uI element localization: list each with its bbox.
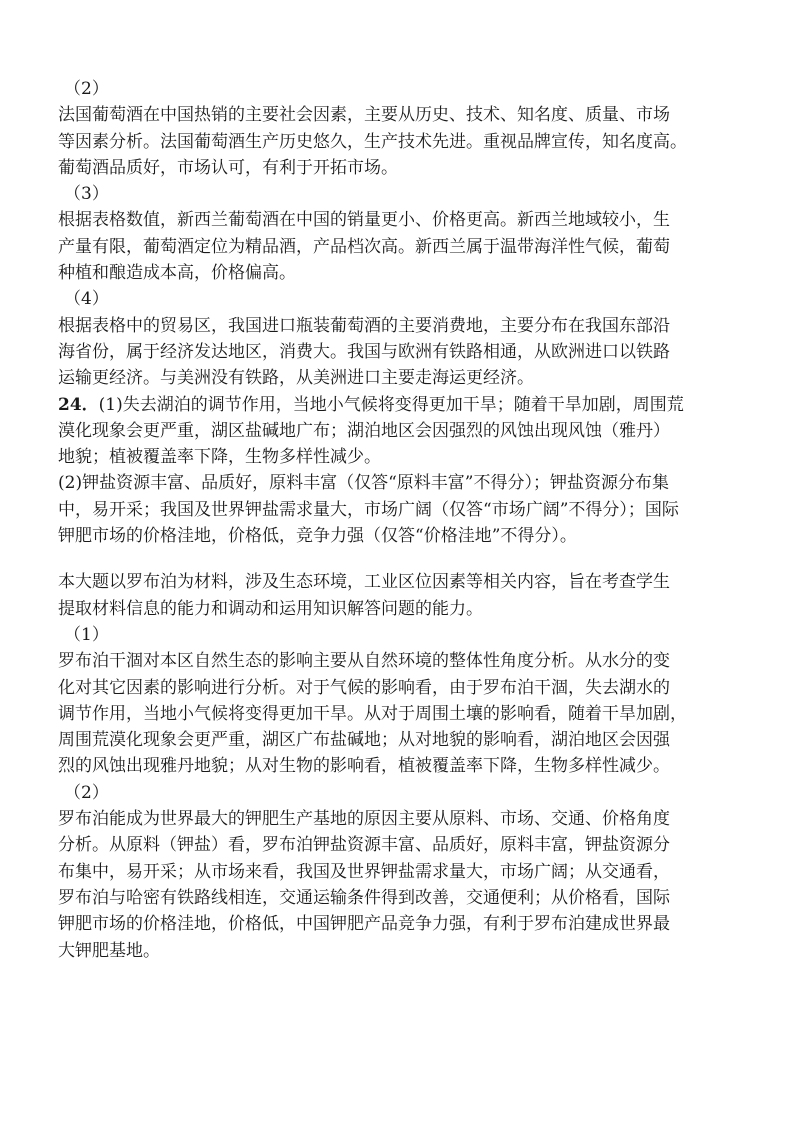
q24-intro <box>58 569 758 622</box>
answer-line: (1)失去湖泊的调节作用，当地小气候将变得更加干旱；随着干旱加剧，周围荒 <box>98 394 684 415</box>
sub-question-label: （4） <box>64 289 109 310</box>
paragraph-gap <box>58 549 758 569</box>
answer-line: 地貌；植被覆盖率下降，生物多样性减少。 <box>58 447 381 468</box>
sub-question-label: （3） <box>64 184 109 205</box>
answer-line: 运输更经济。与美洲没有铁路，从美洲进口主要走海运更经济。 <box>58 368 534 389</box>
sub-question-label: （2） <box>64 79 109 99</box>
answer-line: 钾肥市场的价格洼地，价格低，竞争力强（仅答“价格洼地”不得分）。 <box>58 526 577 547</box>
q24-analysis-2 <box>58 780 758 964</box>
document-page <box>58 76 758 964</box>
analysis-line: 罗布泊与哈密有铁路线相连，交通运输条件得到改善，交通便利；从价格看，国际 <box>58 887 670 908</box>
answer-line: 等因素分析。法国葡萄酒生产历史悠久，生产技术先进。重视品牌宣传，知名度高。 <box>58 131 687 152</box>
analysis-line: 大钾肥基地。 <box>58 940 160 961</box>
analysis-line: 罗布泊干涸对本区自然生态的影响主要从自然环境的整体性角度分析。从水分的变 <box>58 651 670 672</box>
answer-line: 漠化现象会更严重，湖区盐碱地广布；湖泊地区会因强烈的风蚀出现风蚀（雅丹） <box>58 420 670 441</box>
analysis-line: 分析。从原料（钾盐）看，罗布泊钾盐资源丰富、品质好，原料丰富，钾盐资源分 <box>58 835 670 856</box>
intro-line: 本大题以罗布泊为材料，涉及生态环境，工业区位因素等相关内容，旨在考查学生 <box>58 572 670 593</box>
q24-answer-line-1 <box>58 392 758 418</box>
question-number: 24． <box>58 394 99 415</box>
answer-line: 根据表格数值，新西兰葡萄酒在中国的销量更小、价格更高。新西兰地域较小，生 <box>58 210 670 231</box>
answer-line: 法国葡萄酒在中国热销的主要社会因素，主要从历史、技术、知名度、质量、市场 <box>58 105 670 126</box>
analysis-line: 周围荒漠化现象会更严重，湖区广布盐碱地；从对地貌的影响看，湖泊地区会因强 <box>58 730 670 751</box>
sub-question-label: （2） <box>64 782 109 803</box>
sub-question-label: （1） <box>64 624 109 645</box>
answer-line: 中，易开采；我国及世界钾盐需求量大，市场广阔（仅答“市场广阔”不得分）；国际 <box>58 499 679 520</box>
q23-part3 <box>58 181 758 286</box>
q24-analysis-1 <box>58 622 758 780</box>
answer-line: 种植和酿造成本高，价格偏高。 <box>58 263 296 284</box>
q24-answer <box>58 392 758 550</box>
analysis-line: 钾肥市场的价格洼地，价格低，中国钾肥产品竞争力强，有利于罗布泊建成世界最 <box>58 914 670 935</box>
answer-line: 葡萄酒品质好，市场认可，有利于开拓市场。 <box>58 157 398 178</box>
analysis-line: 调节作用，当地小气候将变得更加干旱。从对于周围土壤的影响看，随着干旱加剧， <box>58 703 687 724</box>
answer-line: (2)钾盐资源丰富、品质好，原料丰富（仅答“原料丰富”不得分）；钾盐资源分布集 <box>58 473 669 494</box>
answer-line: 海省份，属于经济发达地区，消费大。我国与欧洲有铁路相通，从欧洲进口以铁路 <box>58 341 670 362</box>
analysis-line: 罗布泊能成为世界最大的钾肥生产基地的原因主要从原料、市场、交通、价格角度 <box>58 809 670 830</box>
analysis-line: 布集中，易开采；从市场来看，我国及世界钾盐需求量大，市场广阔；从交通看， <box>58 861 670 882</box>
answer-line: 根据表格中的贸易区，我国进口瓶装葡萄酒的主要消费地，主要分布在我国东部沿 <box>58 315 670 336</box>
q23-part2 <box>58 76 758 181</box>
answer-line: 产量有限，葡萄酒定位为精品酒，产品档次高。新西兰属于温带海洋性气候，葡萄 <box>58 236 670 257</box>
intro-line: 提取材料信息的能力和调动和运用知识解答问题的能力。 <box>58 598 483 619</box>
q23-part4 <box>58 286 758 391</box>
analysis-line: 化对其它因素的影响进行分析。对于气候的影响看，由于罗布泊干涸，失去湖水的 <box>58 677 670 698</box>
analysis-line: 烈的风蚀出现雅丹地貌；从对生物的影响看，植被覆盖率下降，生物多样性减少。 <box>58 756 670 777</box>
